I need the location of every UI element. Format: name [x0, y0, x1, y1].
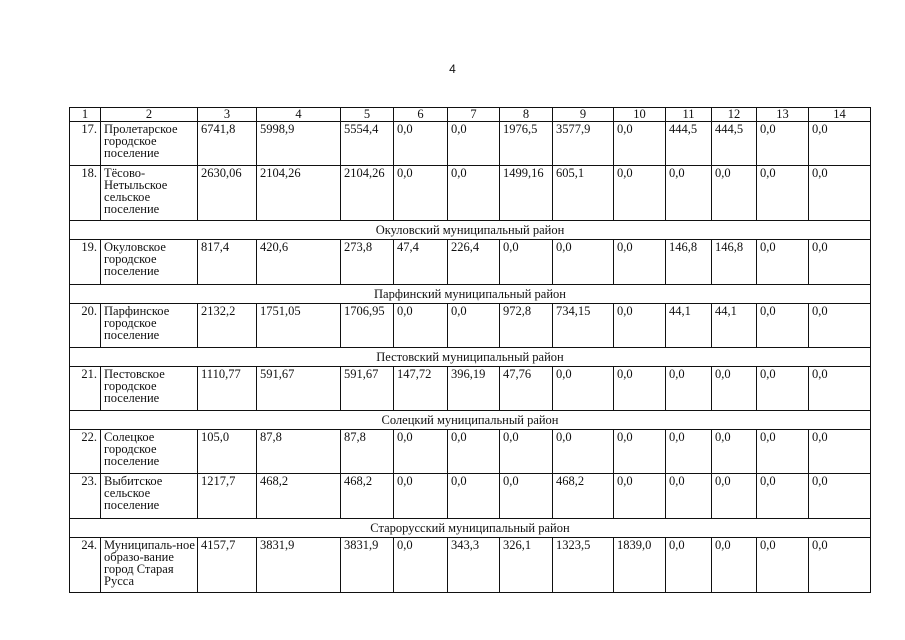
value-cell: 226,4 — [448, 240, 500, 285]
value-cell: 444,5 — [666, 122, 712, 166]
value-cell: 0,0 — [712, 166, 757, 221]
table-row — [70, 430, 871, 474]
value-cell: 0,0 — [394, 122, 448, 166]
value-cell: 105,0 — [198, 430, 257, 474]
value-cell: 0,0 — [712, 538, 757, 593]
section-title: Старорусский муниципальный район — [70, 519, 871, 538]
value-cell: 0,0 — [809, 304, 871, 348]
header-cell: 11 — [666, 108, 712, 122]
value-cell: 0,0 — [448, 474, 500, 519]
value-cell: 44,1 — [666, 304, 712, 348]
value-cell: 147,72 — [394, 367, 448, 411]
value-cell: 0,0 — [666, 538, 712, 593]
value-cell: 326,1 — [500, 538, 553, 593]
table-row — [70, 474, 871, 519]
value-cell: 0,0 — [712, 367, 757, 411]
section-row — [70, 348, 871, 367]
header-cell: 14 — [809, 108, 871, 122]
section-title: Парфинский муниципальный район — [70, 285, 871, 304]
row-number: 20. — [70, 304, 101, 348]
value-cell: 591,67 — [341, 367, 394, 411]
section-row — [70, 221, 871, 240]
value-cell: 0,0 — [809, 538, 871, 593]
row-number: 17. — [70, 122, 101, 166]
value-cell: 44,1 — [712, 304, 757, 348]
value-cell: 1976,5 — [500, 122, 553, 166]
value-cell: 0,0 — [394, 304, 448, 348]
section-row — [70, 285, 871, 304]
header-cell: 10 — [614, 108, 666, 122]
value-cell: 0,0 — [394, 430, 448, 474]
value-cell: 605,1 — [553, 166, 614, 221]
header-cell: 4 — [257, 108, 341, 122]
header-cell: 6 — [394, 108, 448, 122]
table-row — [70, 538, 871, 593]
value-cell: 0,0 — [553, 430, 614, 474]
municipality-name: Пестовское городское поселение — [101, 367, 198, 411]
header-cell: 1 — [70, 108, 101, 122]
value-cell: 0,0 — [712, 474, 757, 519]
value-cell: 0,0 — [448, 304, 500, 348]
header-cell: 8 — [500, 108, 553, 122]
value-cell: 1751,05 — [257, 304, 341, 348]
value-cell: 0,0 — [809, 430, 871, 474]
value-cell: 3577,9 — [553, 122, 614, 166]
value-cell: 817,4 — [198, 240, 257, 285]
municipality-name: Солецкое городское поселение — [101, 430, 198, 474]
value-cell: 0,0 — [394, 538, 448, 593]
value-cell: 0,0 — [757, 304, 809, 348]
value-cell: 591,67 — [257, 367, 341, 411]
section-title: Солецкий муниципальный район — [70, 411, 871, 430]
value-cell: 3831,9 — [257, 538, 341, 593]
section-title: Пестовский муниципальный район — [70, 348, 871, 367]
value-cell: 87,8 — [257, 430, 341, 474]
municipality-name: Тёсово-Нетыльское сельское поселение — [101, 166, 198, 221]
header-cell: 3 — [198, 108, 257, 122]
value-cell: 734,15 — [553, 304, 614, 348]
value-cell: 0,0 — [666, 430, 712, 474]
value-cell: 468,2 — [341, 474, 394, 519]
value-cell: 4157,7 — [198, 538, 257, 593]
value-cell: 0,0 — [500, 430, 553, 474]
value-cell: 468,2 — [257, 474, 341, 519]
page-number: 4 — [449, 62, 456, 76]
section-title: Окуловский муниципальный район — [70, 221, 871, 240]
value-cell: 0,0 — [809, 240, 871, 285]
value-cell: 273,8 — [341, 240, 394, 285]
value-cell: 47,4 — [394, 240, 448, 285]
value-cell: 0,0 — [553, 367, 614, 411]
value-cell: 396,19 — [448, 367, 500, 411]
value-cell: 1706,95 — [341, 304, 394, 348]
value-cell: 0,0 — [394, 474, 448, 519]
row-number: 21. — [70, 367, 101, 411]
value-cell: 0,0 — [666, 474, 712, 519]
value-cell: 0,0 — [757, 122, 809, 166]
value-cell: 0,0 — [500, 474, 553, 519]
row-number: 18. — [70, 166, 101, 221]
value-cell: 972,8 — [500, 304, 553, 348]
header-cell: 5 — [341, 108, 394, 122]
value-cell: 0,0 — [809, 122, 871, 166]
value-cell: 2132,2 — [198, 304, 257, 348]
value-cell: 444,5 — [712, 122, 757, 166]
value-cell: 0,0 — [757, 166, 809, 221]
municipality-name: Пролетарское городское поселение — [101, 122, 198, 166]
value-cell: 0,0 — [614, 166, 666, 221]
table-row — [70, 166, 871, 221]
section-row — [70, 519, 871, 538]
municipality-name: Окуловское городское поселение — [101, 240, 198, 285]
value-cell: 2104,26 — [257, 166, 341, 221]
header-cell: 7 — [448, 108, 500, 122]
value-cell: 87,8 — [341, 430, 394, 474]
value-cell: 47,76 — [500, 367, 553, 411]
value-cell: 0,0 — [809, 166, 871, 221]
row-number: 24. — [70, 538, 101, 593]
value-cell: 0,0 — [614, 304, 666, 348]
value-cell: 0,0 — [553, 240, 614, 285]
value-cell: 2630,06 — [198, 166, 257, 221]
value-cell: 420,6 — [257, 240, 341, 285]
section-row — [70, 411, 871, 430]
value-cell: 0,0 — [500, 240, 553, 285]
header-cell: 12 — [712, 108, 757, 122]
value-cell: 2104,26 — [341, 166, 394, 221]
header-row — [70, 108, 871, 122]
value-cell: 0,0 — [757, 474, 809, 519]
value-cell: 0,0 — [394, 166, 448, 221]
value-cell: 0,0 — [666, 166, 712, 221]
table-row — [70, 240, 871, 285]
municipality-name: Выбитское сельское поселение — [101, 474, 198, 519]
value-cell: 146,8 — [666, 240, 712, 285]
value-cell: 0,0 — [614, 474, 666, 519]
value-cell: 1110,77 — [198, 367, 257, 411]
table-row — [70, 304, 871, 348]
value-cell: 0,0 — [757, 430, 809, 474]
municipality-name: Муниципаль-ное образо-вание город Старая Русса — [101, 538, 198, 593]
value-cell: 0,0 — [448, 166, 500, 221]
municipality-name: Парфинское городское поселение — [101, 304, 198, 348]
value-cell: 1839,0 — [614, 538, 666, 593]
value-cell: 0,0 — [448, 122, 500, 166]
value-cell: 0,0 — [614, 240, 666, 285]
value-cell: 0,0 — [757, 538, 809, 593]
value-cell: 1323,5 — [553, 538, 614, 593]
row-number: 22. — [70, 430, 101, 474]
value-cell: 6741,8 — [198, 122, 257, 166]
budget-table — [69, 107, 871, 593]
value-cell: 146,8 — [712, 240, 757, 285]
value-cell: 0,0 — [809, 367, 871, 411]
value-cell: 0,0 — [614, 367, 666, 411]
table-row — [70, 122, 871, 166]
value-cell: 0,0 — [448, 430, 500, 474]
value-cell: 0,0 — [809, 474, 871, 519]
row-number: 19. — [70, 240, 101, 285]
value-cell: 3831,9 — [341, 538, 394, 593]
value-cell: 1217,7 — [198, 474, 257, 519]
value-cell: 0,0 — [614, 430, 666, 474]
row-number: 23. — [70, 474, 101, 519]
value-cell: 0,0 — [757, 240, 809, 285]
value-cell: 5554,4 — [341, 122, 394, 166]
value-cell: 0,0 — [712, 430, 757, 474]
header-cell: 13 — [757, 108, 809, 122]
value-cell: 0,0 — [757, 367, 809, 411]
value-cell: 1499,16 — [500, 166, 553, 221]
value-cell: 0,0 — [666, 367, 712, 411]
header-cell: 9 — [553, 108, 614, 122]
value-cell: 0,0 — [614, 122, 666, 166]
value-cell: 343,3 — [448, 538, 500, 593]
header-cell: 2 — [101, 108, 198, 122]
table-row — [70, 367, 871, 411]
value-cell: 468,2 — [553, 474, 614, 519]
value-cell: 5998,9 — [257, 122, 341, 166]
